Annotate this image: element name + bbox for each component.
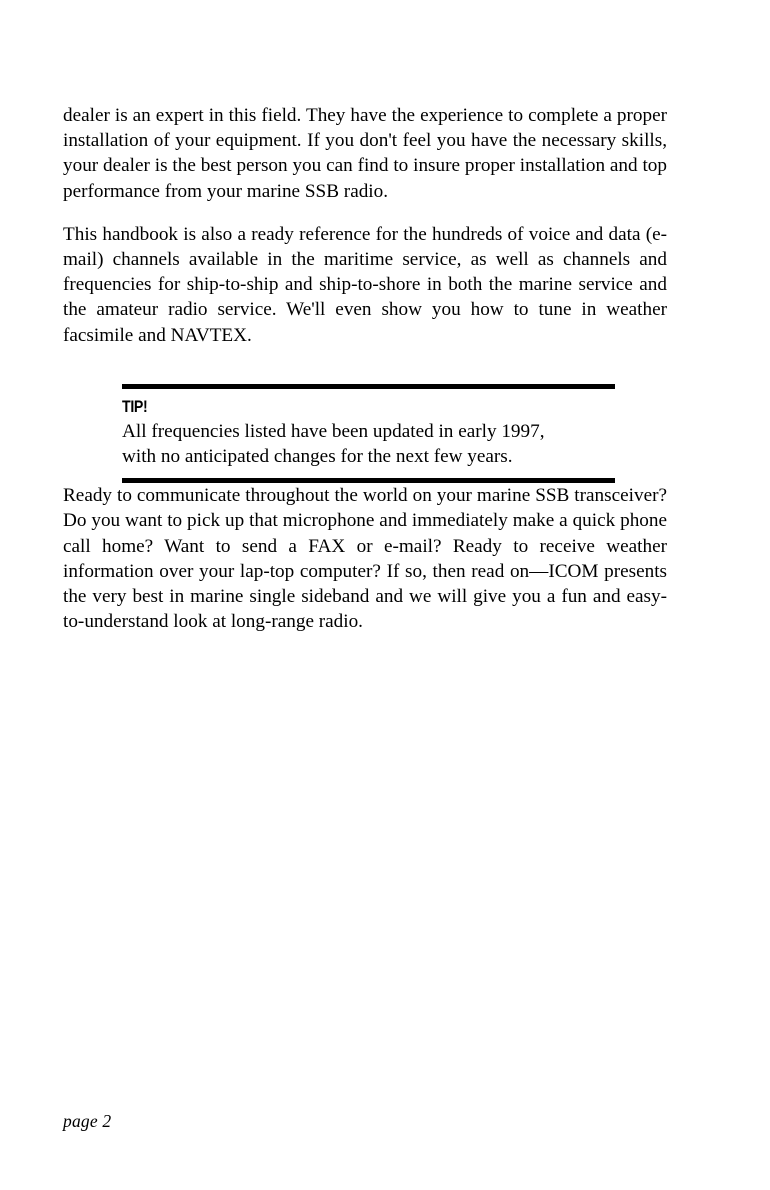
tip-body-line-1: All frequencies listed have been updated in early 1997, [122,420,545,442]
tip-callout-box [122,384,615,483]
tip-label: TIP! [122,397,148,416]
paragraph-dealer: dealer is an expert in this field. They have the experience to complete a proper installation of your equipment. If you don't feel you have the necessary skills, your dealer is the best person you can find to insure proper installation and top performance from your marine SSB radio. [63,105,667,202]
paragraph-ready: Ready to communicate throughout the world on your marine SSB transceiver? Do you want to pick up that microphone and immediately make a quick phone call home? Want to send a FAX or e-mail? Ready to receive weather information over your lap-top computer? If so, then read on—ICOM presents the very best in marine single sideband and we will give you a fun and easy-to-understand look at long-range radio. [63,485,667,633]
tip-body-line-2: with no anticipated changes for the next few years. [122,446,513,468]
paragraph-handbook: This handbook is also a ready reference for the hundreds of voice and data (e-mail) channels available in the maritime service, as well as channels and frequencies for ship-to-ship and ship-to-shore in both the marine service and the amateur radio service. We'll even show you how to tune in weather facsimile and NAVTEX. [63,223,667,346]
text-column [63,103,667,634]
page-number-footer: page 2 [63,1111,112,1131]
